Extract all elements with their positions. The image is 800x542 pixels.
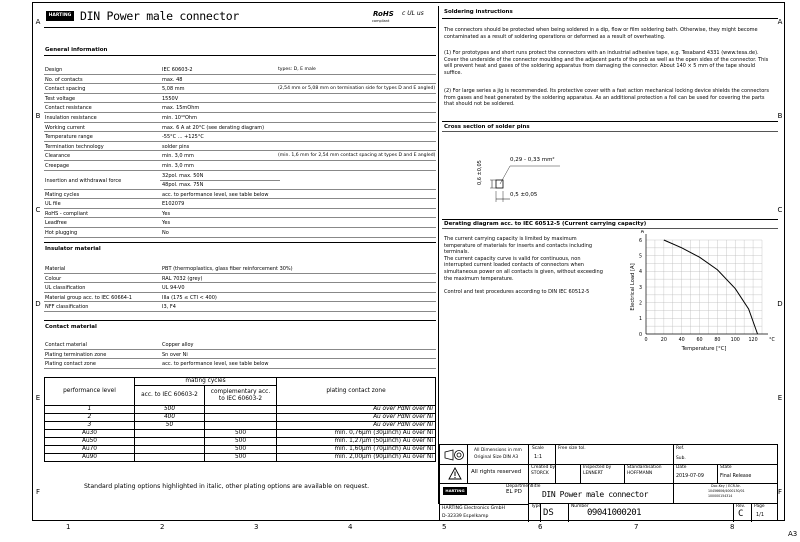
cell-comp: 500 [205, 430, 277, 438]
row-marker-d: D [777, 300, 783, 308]
projection-symbol-icon [444, 449, 466, 461]
sub-label: Sub. [676, 456, 686, 461]
spec-row [44, 359, 436, 369]
x-unit-label: °C [769, 338, 775, 343]
created-by: STORCK [531, 471, 549, 476]
divider [442, 131, 778, 132]
spec-row [44, 199, 436, 209]
y-tick-label: 1 [638, 317, 642, 323]
spec-label: Insertion and withdrawal force [45, 177, 122, 184]
state-label: State [720, 465, 732, 470]
page-label: Page [754, 504, 765, 509]
spec-value-secondary: 48pol. max. 75N [162, 181, 204, 188]
spec-value: Yes [162, 220, 171, 227]
department-label: Department [506, 484, 533, 489]
spec-label: UL classification [45, 285, 86, 292]
pin-outline [496, 180, 503, 188]
y-axis-label: Electrical Load [A] [630, 263, 636, 311]
spec-row [44, 103, 436, 113]
cell-iec [135, 454, 205, 462]
cell-comp: 500 [205, 446, 277, 454]
table-row [45, 430, 436, 438]
all-dimensions: All Dimensions in mm [474, 448, 522, 453]
number-label: Number [571, 504, 589, 509]
spec-label: Colour [45, 275, 62, 282]
spec-value: 1550V [162, 95, 179, 102]
title-label: Title [531, 484, 541, 489]
soldering-intro: The connectors should be protected when being soldered in a dip, flow or film soldering bath. Otherwise, they might become contaminated as a result of soldering operations or deformed as a result of overheating. [444, 27, 758, 40]
row-marker-c: C [35, 206, 41, 214]
cell-iec [135, 438, 205, 446]
spec-label: Working current [45, 124, 86, 131]
spec-row [44, 75, 436, 85]
doc-key-2: 100000154314 [708, 494, 733, 498]
spec-row [44, 218, 436, 228]
section-title-soldering: Soldering instructions [444, 9, 513, 15]
spec-value: 5,08 mm [162, 86, 185, 93]
cell-comp [205, 406, 277, 414]
dim-horizontal: 0,5 ±0,05 [510, 192, 538, 198]
cell-zone: Au over PdNi over Ni [277, 422, 436, 430]
spec-label: Test voltage [45, 95, 76, 102]
spec-row [44, 264, 436, 274]
x-tick-label: 120 [748, 338, 758, 343]
rohs-sub: compliant [372, 19, 390, 23]
original-size: Original Size DIN A3 [474, 455, 519, 460]
y-tick-label: 4 [638, 270, 642, 276]
cell-level: 1 [45, 406, 135, 414]
cell-iec: 500 [135, 406, 205, 414]
cell-level: Au90 [45, 454, 135, 462]
row-marker-e: E [35, 394, 41, 402]
sheet-size: A3 [788, 530, 798, 538]
table-row [45, 406, 436, 414]
spec-value: UL 94-V0 [162, 285, 185, 292]
spec-label: Material [45, 266, 66, 272]
spec-value: E102079 [162, 201, 185, 208]
cell-iec: 50 [135, 422, 205, 430]
section-title-cross-section: Cross section of solder pins [444, 124, 530, 130]
table-row [45, 422, 436, 430]
spec-label: Plating termination zone [45, 351, 107, 358]
spec-label: Temperature range [45, 134, 93, 141]
spec-label: Leadfree [45, 220, 67, 227]
spec-note: (2,54 mm or 5,08 mm on termination side for types D and E angled) [278, 86, 436, 92]
spec-row [44, 65, 436, 75]
spec-row [44, 209, 436, 219]
divider [44, 320, 436, 321]
y-tick-label: 6 [638, 238, 642, 244]
spec-value: max. 48 [162, 76, 183, 83]
department: EL PD [506, 489, 522, 495]
spec-row [44, 190, 436, 200]
header-mating-cycles: mating cycles [135, 378, 277, 386]
state: Final Release [720, 474, 752, 479]
y-unit-label: A [640, 230, 644, 235]
date-label: Date [676, 465, 687, 470]
header [44, 6, 436, 28]
ul-mark: c UL us [402, 10, 424, 17]
header-plating-zone: plating contact zone [277, 378, 436, 406]
spec-label: Insulation resistance [45, 115, 97, 121]
cell-level: Au50 [45, 438, 135, 446]
col-marker-5: 5 [442, 523, 447, 531]
harting-logo-small: HARTING [443, 487, 467, 495]
standardisation-label: Standardisation [627, 465, 662, 470]
type: DS [543, 508, 554, 518]
dim-vertical: 0,6 ±0,05 [477, 160, 483, 185]
harting-logo: HARTING [46, 11, 74, 21]
spec-row [44, 84, 436, 94]
cell-level: 3 [45, 422, 135, 430]
cell-iec [135, 446, 205, 454]
cell-level: Au30 [45, 430, 135, 438]
spec-row [44, 293, 436, 303]
solder-pin-cross-section [470, 140, 580, 210]
spec-row [44, 161, 436, 171]
x-tick-label: 60 [696, 338, 703, 343]
cell-zone: min. 1,27μm (50μinch) Au over Ni [277, 438, 436, 446]
divider [442, 228, 778, 229]
soldering-step-1: (1) For prototypes and short runs protect the connectors with an industrial adhesive tape, e.g. Tesaband 4331 (www.tesa.de). Cover the underside of the connector moulding and the adjacent parts of the pcb as well as the open sides of the connector. This will prevent heat and gases of the soldering apparatus from damaging the connector. About 140 × 5 mm of the tape should suffice. [444, 50, 769, 76]
column-divider [438, 6, 439, 504]
cell-comp: 500 [205, 454, 277, 462]
x-tick-label: 80 [714, 338, 721, 343]
spec-row [44, 94, 436, 104]
number: 09041000201 [587, 508, 642, 518]
revision: C [738, 509, 744, 519]
standardisation: HOFFMANN [627, 471, 653, 476]
row-marker-b: B [777, 112, 783, 120]
derating-chart [620, 230, 780, 355]
page-number: 1/1 [756, 512, 765, 518]
row-marker-a: A [777, 18, 783, 26]
address: D-32339 Espelkamp [442, 514, 489, 519]
soldering-step-2: (2) For large series a jig is recommended. Its protective cover with a fast action mechanical locking device shields the connectors from gases and heat generated by the soldering apparatus. As an additional protection a foil can be used for covering the parts that should not be soldered. [444, 88, 769, 108]
spec-label: Termination technology [45, 143, 104, 150]
spec-label: UL file [45, 201, 61, 208]
cell-comp: 500 [205, 438, 277, 446]
col-marker-3: 3 [254, 523, 259, 531]
cell-level: 2 [45, 414, 135, 422]
spec-value: I3, F4 [162, 304, 176, 311]
page-title: DIN Power male connector [80, 9, 239, 23]
divider [442, 18, 778, 19]
spec-row [44, 274, 436, 284]
cell-comp [205, 422, 277, 430]
spec-value: min. 3,0 mm [162, 163, 194, 169]
divider [442, 121, 778, 122]
doc-key-1: 10456606/4000130/01 [708, 489, 745, 493]
spec-value: IIIa (175 ≤ CTI < 400) [162, 294, 217, 301]
spec-label: Contact material [45, 342, 87, 348]
header-performance-level: performance level [45, 378, 135, 406]
spec-value: max. 15mOhm [162, 105, 200, 112]
cell-level: Au70 [45, 446, 135, 454]
x-tick-label: 0 [644, 338, 648, 343]
table-row [45, 454, 436, 462]
cell-zone: min. 2,00μm (90μinch) Au over Ni [277, 454, 436, 462]
col-marker-6: 6 [538, 523, 543, 531]
all-rights-reserved: All rights reserved [471, 469, 522, 475]
divider [442, 219, 778, 220]
spec-value: No [162, 230, 169, 236]
ref-label: Ref. [676, 446, 685, 451]
section-title-general: General information [45, 47, 108, 53]
spec-note: types: D, E male [278, 67, 316, 72]
spec-value: PBT (thermoplastics, glass fiber reinforcement 30%) [162, 266, 293, 272]
spec-row [44, 151, 436, 161]
doc-key-label: Doc.Key / ECR-Nr. [711, 484, 741, 488]
inspected-by-label: Inspected by [583, 465, 612, 470]
spec-label: NFF classification [45, 304, 89, 311]
spec-row [44, 302, 436, 312]
title-block [439, 444, 778, 521]
row-marker-a: A [35, 18, 41, 26]
col-marker-4: 4 [348, 523, 353, 531]
free-size: Free size tol. [558, 446, 586, 451]
spec-row [44, 132, 436, 142]
spec-row [44, 113, 436, 123]
spec-label: Contact spacing [45, 86, 86, 93]
row-marker-b: B [35, 112, 41, 120]
spec-value: min. 3,0 mm [162, 153, 194, 160]
row-marker-d: D [35, 300, 41, 308]
header-iec: acc. to IEC 60603-2 [135, 386, 205, 406]
spec-value: Yes [162, 210, 171, 217]
plating-footnote: Standard plating options highlighted in italic, other plating options are available on request. [84, 483, 370, 490]
spec-row [44, 171, 436, 190]
spec-value: IEC 60603-2 [162, 67, 193, 73]
spec-row [44, 340, 436, 350]
spec-value: -55°C ... +125°C [162, 134, 204, 141]
rev-label: Rev. [736, 504, 746, 509]
spec-value: 32pol. max. 50N [162, 172, 204, 179]
divider [44, 55, 436, 56]
warning-icon [448, 467, 462, 480]
spec-value: Copper alloy [162, 342, 194, 348]
spec-value: max. 6 A at 20°C (see derating diagram) [162, 124, 265, 131]
inspected-by: LENNERT [583, 471, 603, 476]
spec-label: Contact resistance [45, 105, 92, 112]
spec-value: acc. to performance level, see table below [162, 361, 269, 368]
cell-zone: Au over PdNi over Ni [277, 414, 436, 422]
col-marker-8: 8 [730, 523, 735, 531]
dim-area: 0,29 - 0,33 mm² [510, 157, 555, 163]
row-marker-e: E [777, 394, 783, 402]
y-tick-label: 2 [638, 301, 642, 307]
spec-value: solder pins [162, 143, 190, 150]
x-tick-label: 40 [678, 338, 685, 343]
cell-zone: Au over PdNi over Ni [277, 406, 436, 414]
rohs-mark: RoHS [373, 10, 394, 18]
spec-row [44, 350, 436, 360]
cell-iec: 400 [135, 414, 205, 422]
spec-label: No. of contacts [45, 76, 83, 83]
spec-value: acc. to performance level, see table below [162, 191, 269, 198]
header-complementary: complementary acc. to IEC 60603-2 [205, 386, 277, 406]
spec-label: RoHS - compliant [45, 210, 89, 217]
spec-label: Mating cycles [45, 191, 80, 198]
x-tick-label: 100 [730, 338, 740, 343]
col-marker-7: 7 [634, 523, 639, 531]
section-title-insulator: Insulator material [45, 246, 101, 252]
section-title-contact: Contact material [45, 324, 97, 330]
col-marker-1: 1 [66, 523, 71, 531]
cell-iec [135, 430, 205, 438]
row-marker-f: F [35, 488, 41, 496]
spec-value: RAL 7032 (grey) [162, 275, 203, 282]
row-marker-f: F [777, 488, 783, 496]
spec-row [44, 123, 436, 133]
spec-label: Design [45, 67, 63, 73]
derating-text: The current carrying capacity is limited by maximum temperature of materials for inserts and contacts including terminals. The current capacity curve is valid for continuous, non interrupted current loaded contacts of connectors when simultaneous power on all contacts is given, without exceeding the maximum temperature. Control and test procedures according to DIN IEC 60512-5 [444, 236, 603, 295]
spec-label: Clearance [45, 153, 71, 160]
y-tick-label: 5 [638, 254, 642, 260]
table-row [45, 414, 436, 422]
cell-zone: min. 1,60μm (70μinch) Au over Ni [277, 446, 436, 454]
plating-table [44, 377, 436, 462]
table-row [45, 438, 436, 446]
spec-row [44, 228, 436, 238]
x-axis-label: Temperature [°C] [681, 346, 727, 352]
spec-value: Sn over Ni [162, 351, 188, 358]
spec-label: Hot plugging [45, 230, 78, 236]
col-marker-2: 2 [160, 523, 165, 531]
spec-label: Plating contact zone [45, 361, 96, 368]
date: 2019-07-09 [676, 474, 704, 479]
spec-note: (min. 1,6 mm for 2,54 mm contact spacing at types D and E angled) [278, 153, 436, 159]
section-title-derating: Derating diagram acc. to IEC 60512-5 (Current carrying capacity) [444, 221, 647, 227]
x-tick-label: 20 [660, 338, 667, 343]
created-by-label: Created by [531, 465, 556, 470]
company: HARTING Electronics GmbH [442, 506, 505, 511]
scale-value: 1:1 [534, 454, 543, 460]
scale-label: Scale [532, 446, 544, 451]
type-label: Type [531, 504, 542, 509]
spec-row [44, 283, 436, 293]
spec-label: Creepage [45, 163, 70, 169]
spec-label: Material group acc. to IEC 60664-1 [45, 294, 132, 301]
spec-value: min. 10¹⁰Ohm [162, 115, 197, 121]
y-tick-label: 0 [638, 332, 642, 338]
divider [44, 242, 436, 243]
row-marker-c: C [777, 206, 783, 214]
spec-row [44, 142, 436, 152]
cell-comp [205, 414, 277, 422]
y-tick-label: 3 [638, 285, 642, 291]
table-row [45, 446, 436, 454]
cell-zone: min. 0,76μm (30μinch) Au over Ni [277, 430, 436, 438]
document-title: DIN Power male connector [542, 490, 648, 499]
